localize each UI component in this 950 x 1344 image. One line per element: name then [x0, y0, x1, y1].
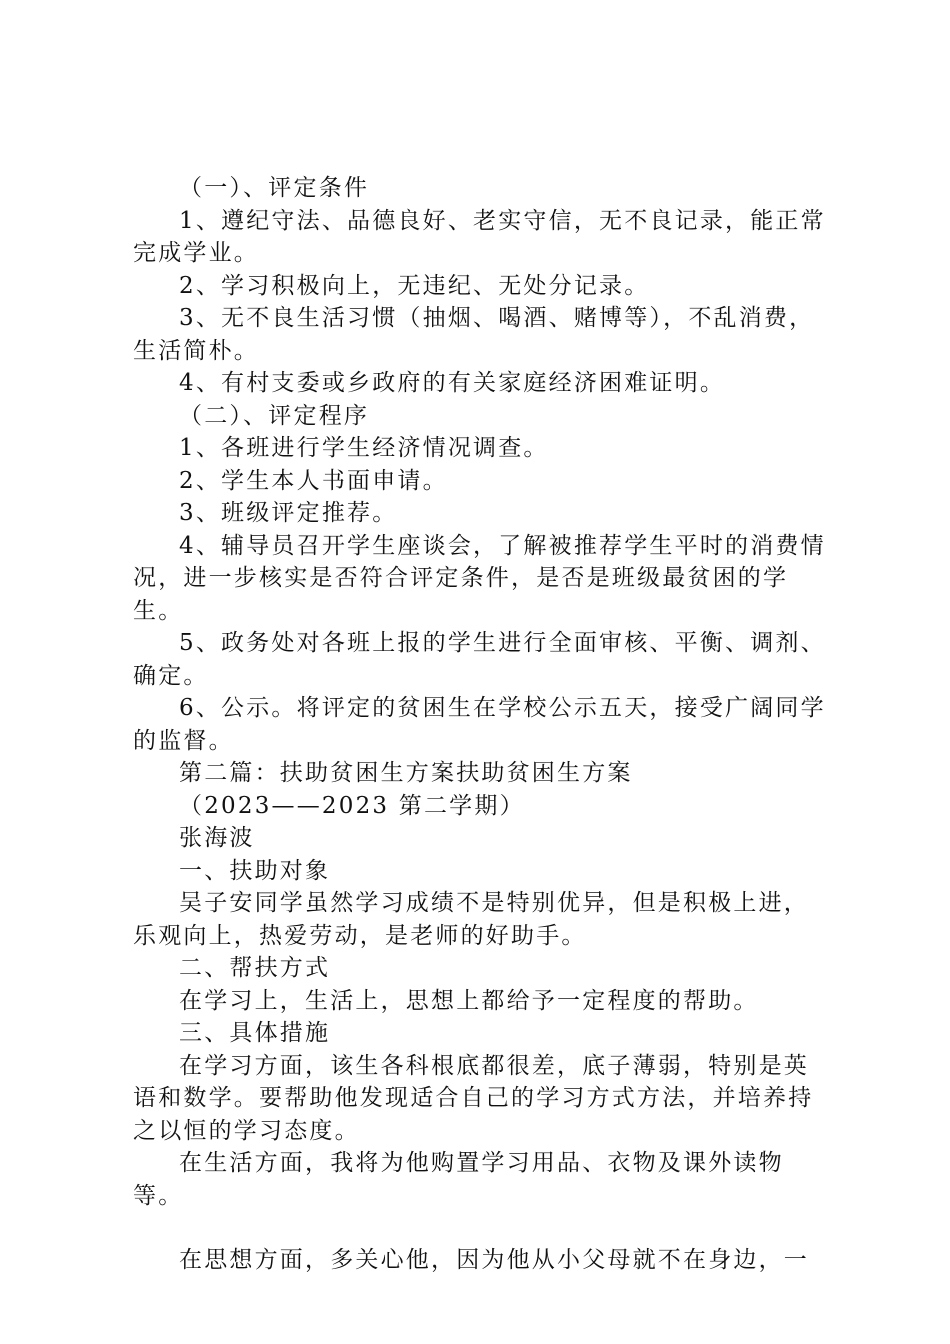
- criteria-item-4: 4、有村支委或乡政府的有关家庭经济困难证明。: [179, 370, 726, 396]
- criteria-item-1: 1、遵纪守法、品德良好、老实守信，无不良记录，能正常完成学业。: [133, 207, 826, 266]
- document-body: [133, 172, 833, 1277]
- target-description: 吴子安同学虽然学习成绩不是特别优异，但是积极上进，乐观向上，热爱劳动，是老师的好助手。: [133, 890, 809, 949]
- measure-study: 在学习方面，该生各科根底都很差，底子薄弱，特别是英语和数学。要帮助他发现适合自己的学习方式方法，并培养持之以恒的学习态度。: [133, 1052, 814, 1144]
- procedure-item-6: 6、公示。将评定的贫困生在学校公示五天，接受广阔同学的监督。: [133, 695, 826, 754]
- method-description: 在学习上，生活上，思想上都给予一定程度的帮助。: [179, 987, 759, 1014]
- heading-method: 二、帮扶方式: [179, 955, 331, 981]
- procedure-item-1: 1、各班进行学生经济情况调查。: [179, 435, 549, 461]
- procedure-item-4: 4、辅导员召开学生座谈会，了解被推荐学生平时的消费情况，进一步核实是否符合评定条件，是否是班级最贫困的学生。: [133, 532, 826, 624]
- heading-measures: 三、具体措施: [179, 1020, 331, 1046]
- measure-thought: 在思想方面，多关心他，因为他从小父母就不在身边，一: [179, 1247, 809, 1273]
- part-two-title: 第二篇：扶助贫困生方案扶助贫困生方案: [179, 760, 633, 786]
- procedure-item-3: 3、班级评定推荐。: [179, 500, 398, 526]
- section-heading-procedure: （二）、评定程序: [179, 402, 370, 429]
- criteria-item-2: 2、学习积极向上，无违纪、无处分记录。: [179, 272, 650, 299]
- measure-life: 在生活方面，我将为他购置学习用品、衣物及课外读物等。: [133, 1150, 784, 1209]
- semester-line: （2023——2023 第二学期）: [179, 792, 525, 819]
- procedure-item-2: 2、学生本人书面申请。: [179, 467, 448, 494]
- heading-target: 一、扶助对象: [179, 857, 331, 884]
- blank-line: [133, 1212, 833, 1244]
- author-name: 张海波: [179, 825, 255, 851]
- procedure-item-5: 5、政务处对各班上报的学生进行全面审核、平衡、调剂、确定。: [133, 630, 826, 689]
- criteria-item-3: 3、无不良生活习惯（抽烟、喝酒、赌博等），不乱消费，生活简朴。: [133, 305, 815, 364]
- section-heading-criteria: （一）、评定条件: [179, 175, 370, 201]
